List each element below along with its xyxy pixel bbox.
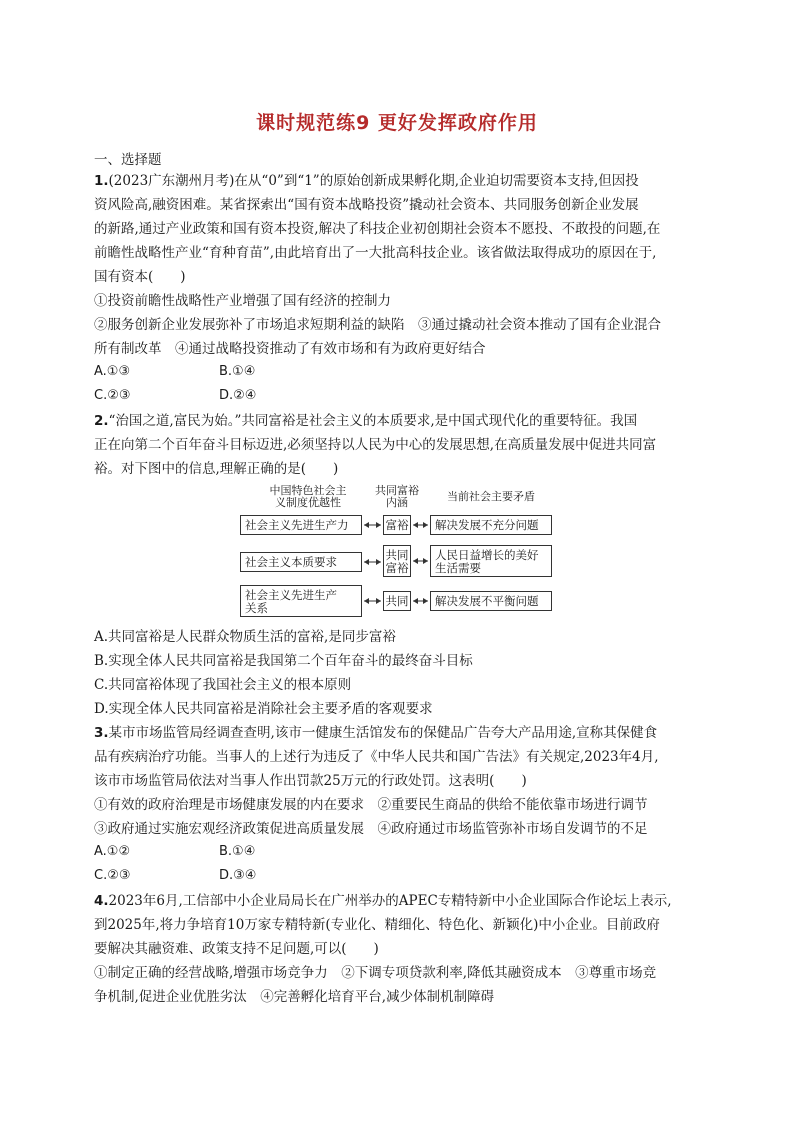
q2-option-a: A.共同富裕是人民群众物质生活的富裕,是同步富裕 bbox=[94, 629, 396, 645]
q1-line-4: 前瞻性战略性产业“育种育苗”,由此培育出了一大批高科技企业。该省做法取得成功的原因在于, bbox=[94, 245, 657, 261]
q1-line-1: 1.(2023广东潮州月考)在从“0”到“1”的原始创新成果孵化期,企业迫切需要资本支持,但因投 bbox=[94, 173, 639, 189]
q3-option-b: B.①④ bbox=[219, 844, 256, 859]
diagram-arrows bbox=[240, 485, 558, 619]
diagram-col3-header: 当前社会主要矛盾 bbox=[447, 490, 535, 503]
q1-statement-3: 所有制改革 ④通过战略投资推动了有效市场和有为政府更好结合 bbox=[94, 341, 486, 357]
diagram-box-peoples-needs: 人民日益增长的美好 生活需要 bbox=[430, 545, 552, 577]
q1-line-2: 资风险高,融资困难。某省探索出“国有资本战略投资”撬动社会资本、共同服务创新企业发展 bbox=[94, 197, 639, 213]
q1-statement-2: ②服务创新企业发展弥补了市场追求短期利益的缺陷 ③通过撬动社会资本推动了国有企业混合 bbox=[94, 317, 661, 333]
q4-line-3: 要解决其融资难、政策支持不足问题,可以( ) bbox=[94, 941, 379, 957]
q4-line-1: 4.2023年6月,工信部中小企业局局长在广州举办的APEC专精特新中小企业国际合作论坛上表示, bbox=[94, 893, 672, 909]
diagram-col1-header: 中国特色社会主 义制度优越性 bbox=[269, 484, 347, 509]
q3-option-c: C.②③ bbox=[94, 868, 131, 883]
diagram-box-essential-requirement: 社会主义本质要求 bbox=[240, 552, 362, 572]
q2-option-b: B.实现全体人民共同富裕是我国第二个百年奋斗的最终奋斗目标 bbox=[94, 653, 473, 669]
q1-line-3: 的新路,通过产业政策和国有资本投资,解决了科技企业初创期社会资本不愿投、不敢投的问题,在 bbox=[94, 221, 661, 237]
q2-option-c: C.共同富裕体现了我国社会主义的根本原则 bbox=[94, 677, 352, 693]
q4-statement-1: ①制定正确的经营战略,增强市场竞争力 ②下调专项贷款利率,降低其融资成本 ③尊重市场竞 bbox=[94, 965, 657, 981]
q2-option-d: D.实现全体人民共同富裕是消除社会主要矛盾的客观要求 bbox=[94, 701, 433, 717]
diagram-box-prosperity: 富裕 bbox=[383, 515, 411, 535]
q3-line-3: 该市市场监管局依法对当事人作出罚款25万元的行政处罚。这表明( ) bbox=[94, 773, 527, 789]
q1-number: 1. bbox=[94, 173, 109, 189]
diagram-box-inadequate-development: 解决发展不充分问题 bbox=[430, 515, 552, 535]
diagram-box-unbalanced-development: 解决发展不平衡问题 bbox=[430, 591, 552, 611]
q1-option-d: D.②④ bbox=[219, 388, 257, 403]
q4-number: 4. bbox=[94, 893, 109, 909]
section-heading: 一、选择题 bbox=[94, 152, 162, 168]
q2-line-3: 裕。对下图中的信息,理解正确的是( ) bbox=[94, 461, 339, 477]
q1-statement-1: ①投资前瞻性战略性产业增强了国有经济的控制力 bbox=[94, 293, 391, 309]
q3-line-1: 3.某市市场监管局经调查查明,该市一健康生活馆发布的保健品广告夸大产品用途,宣称其保健食 bbox=[94, 725, 658, 741]
q1-option-a: A.①③ bbox=[94, 364, 131, 379]
q4-line-2: 到2025年,将力争培育10万家专精特新(专业化、精细化、特色化、新颖化)中小企业。目前政府 bbox=[94, 917, 660, 933]
q1-option-b: B.①④ bbox=[219, 364, 256, 379]
common-prosperity-diagram bbox=[240, 485, 558, 619]
q2-number: 2. bbox=[94, 413, 109, 429]
q3-statement-1: ①有效的政府治理是市场健康发展的内在要求 ②重要民生商品的供给不能依靠市场进行调节 bbox=[94, 797, 648, 813]
page-title: 课时规范练9 更好发挥政府作用 bbox=[256, 112, 538, 134]
diagram-col2-header: 共同富裕 内涵 bbox=[375, 484, 419, 509]
q3-number: 3. bbox=[94, 725, 109, 741]
q2-line-1: 2.“治国之道,富民为始。”共同富裕是社会主义的本质要求,是中国式现代化的重要特征。我国 bbox=[94, 413, 638, 429]
diagram-box-production-relations: 社会主义先进生产 关系 bbox=[240, 585, 362, 617]
q2-line-2: 正在向第二个百年奋斗目标迈进,必须坚持以人民为中心的发展思想,在高质量发展中促进共同富 bbox=[94, 437, 657, 453]
diagram-box-common: 共同 bbox=[383, 591, 411, 611]
q3-statement-2: ③政府通过实施宏观经济政策促进高质量发展 ④政府通过市场监管弥补市场自发调节的不足 bbox=[94, 821, 648, 837]
q3-option-d: D.③④ bbox=[219, 868, 257, 883]
q4-statement-2: 争机制,促进企业优胜劣汰 ④完善孵化培育平台,减少体制机制障碍 bbox=[94, 989, 495, 1005]
diagram-box-common-prosperity: 共同 富裕 bbox=[383, 545, 411, 577]
q1-line-5: 国有资本( ) bbox=[94, 269, 186, 285]
q3-option-a: A.①② bbox=[94, 844, 131, 859]
q1-option-c: C.②③ bbox=[94, 388, 131, 403]
diagram-box-productive-forces: 社会主义先进生产力 bbox=[240, 515, 362, 535]
q3-line-2: 品有疾病治疗功能。当事人的上述行为违反了《中华人民共和国广告法》有关规定,2023年4月, bbox=[94, 749, 659, 765]
